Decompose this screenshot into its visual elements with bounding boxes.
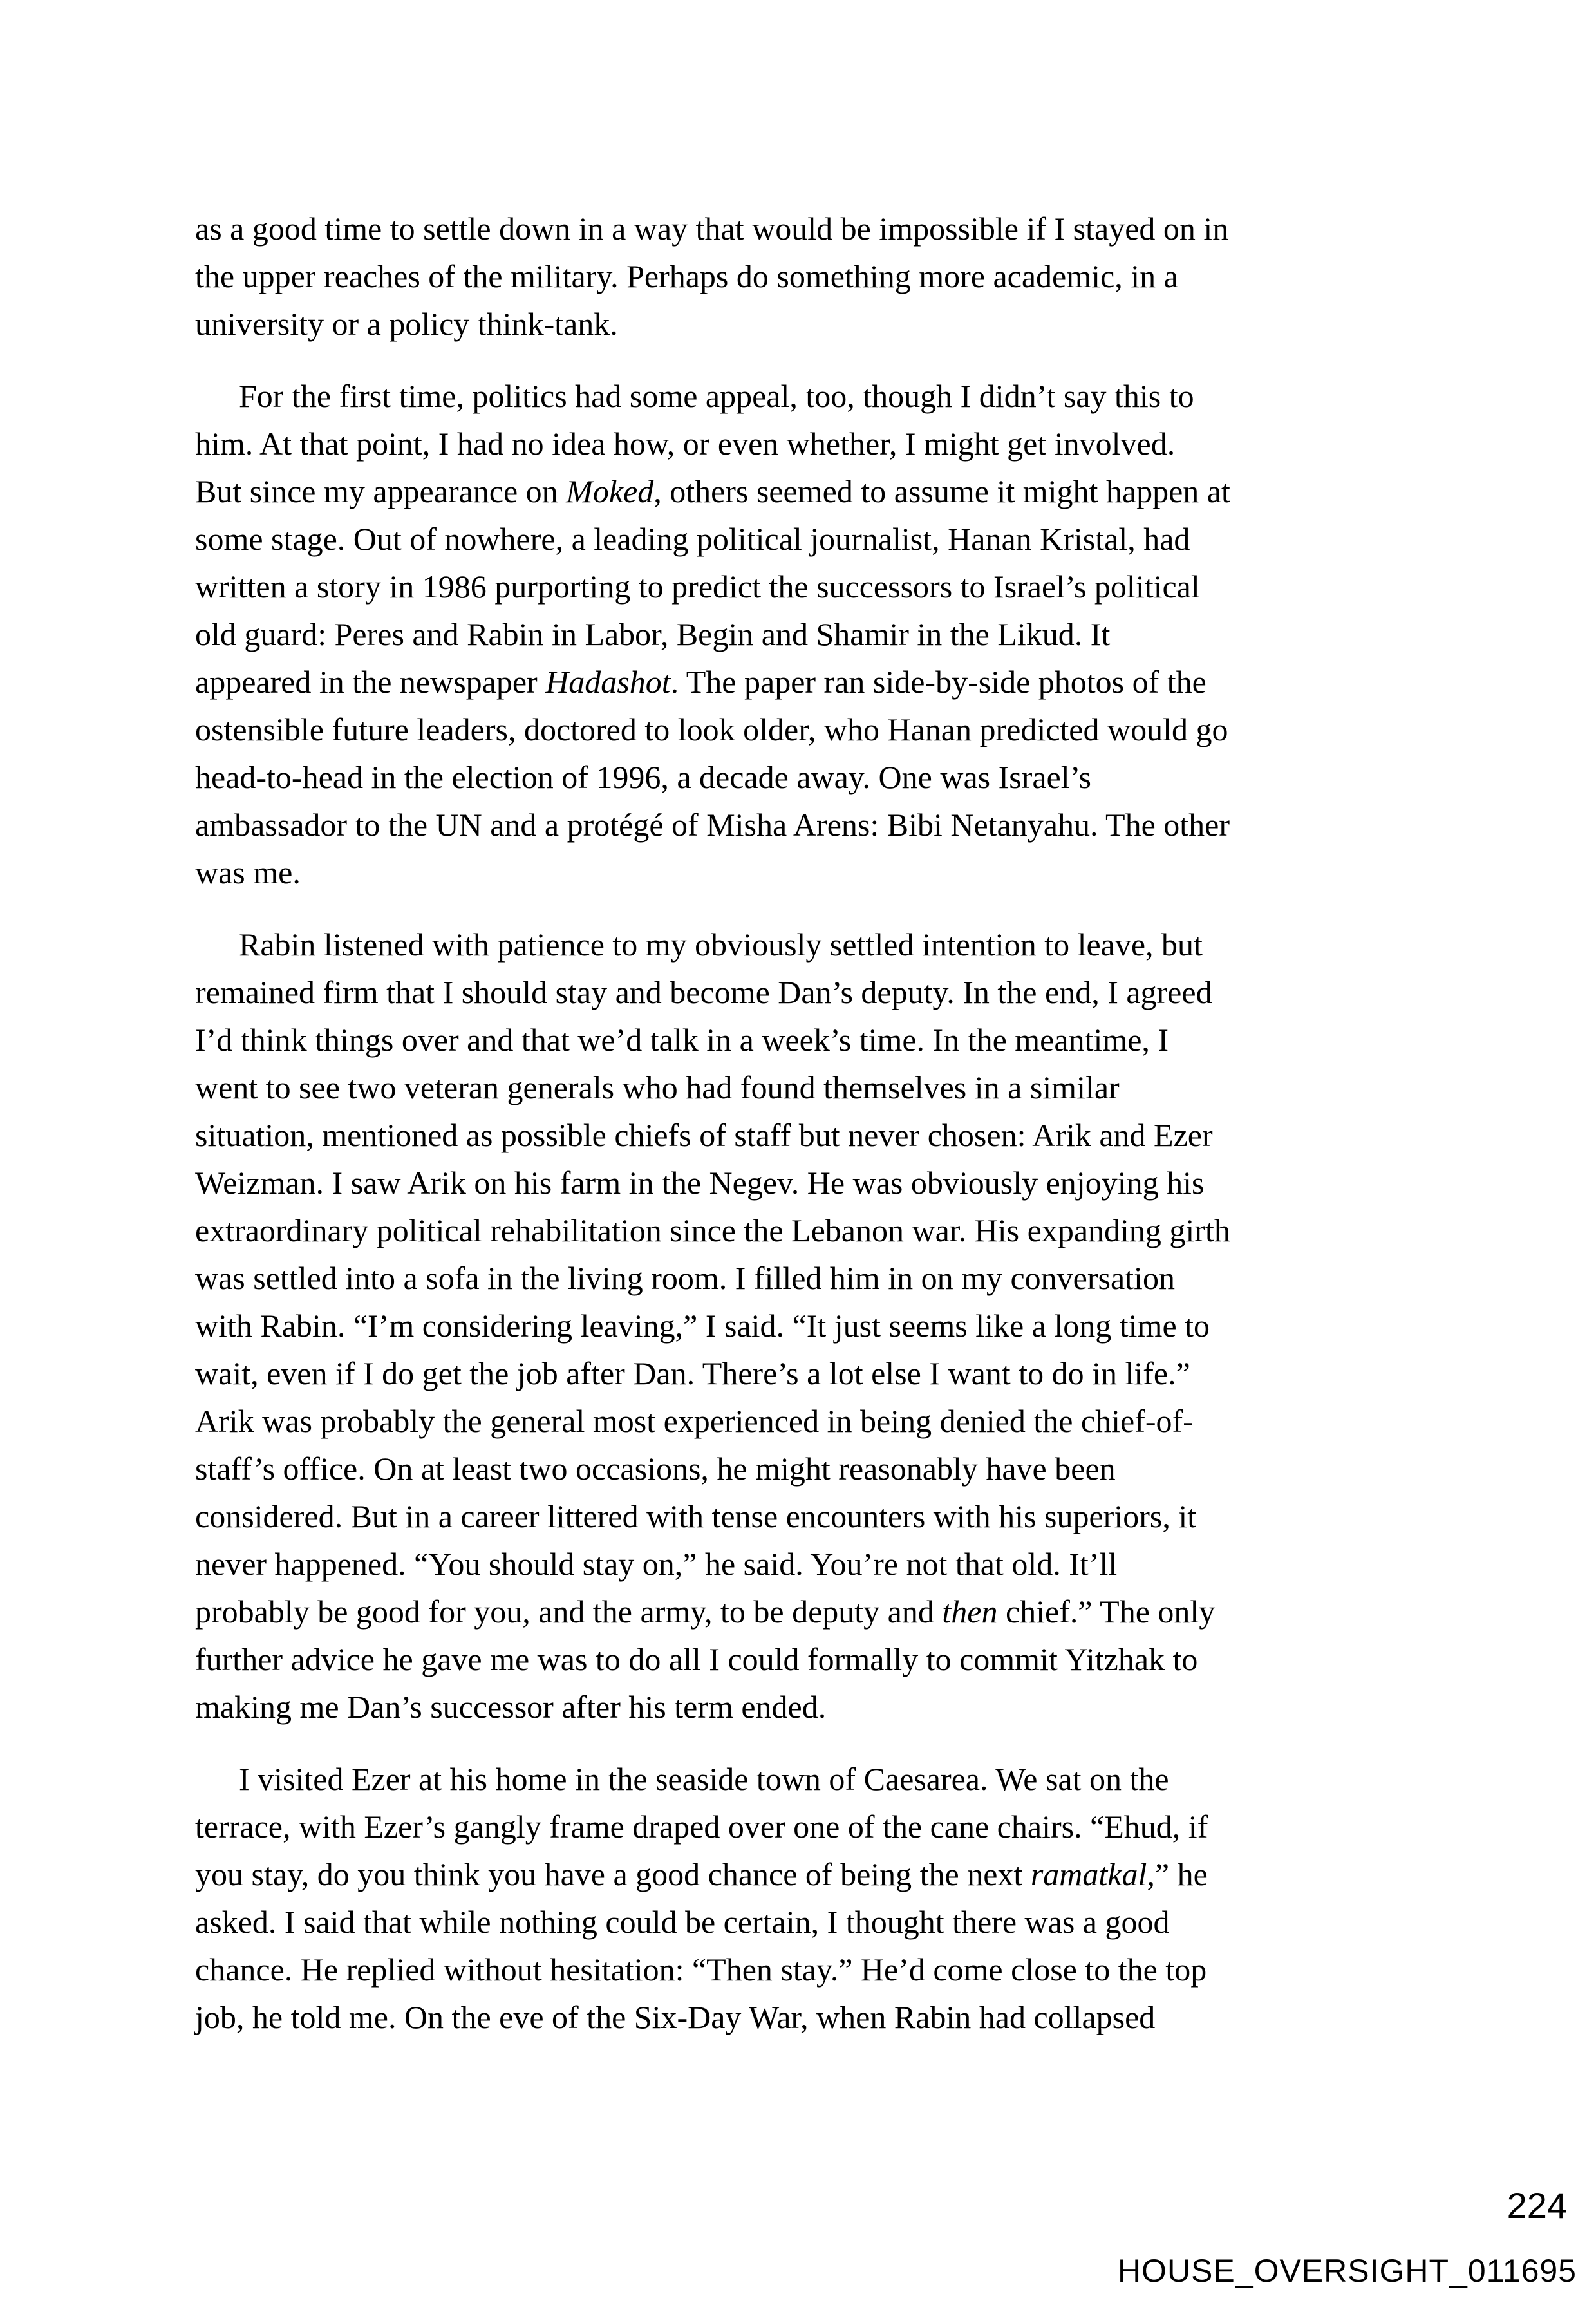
text-line [195, 658, 1438, 706]
text-line [195, 753, 1438, 801]
text-line [195, 706, 1438, 753]
text-segment: was settled into a sofa in the living room. I filled him in on my conversation [195, 1260, 1175, 1296]
text-line [195, 1898, 1438, 1946]
text-segment: old guard: Peres and Rabin in Labor, Begin and Shamir in the Likud. It [195, 616, 1111, 652]
text-line [195, 372, 1438, 420]
text-segment: I visited Ezer at his home in the seaside town of Caesarea. We sat on the [239, 1761, 1169, 1797]
text-segment: appeared in the newspaper [195, 664, 546, 700]
text-line [195, 1635, 1438, 1683]
text-segment: written a story in 1986 purporting to predict the successors to Israel’s political [195, 569, 1200, 605]
text-line [195, 1445, 1438, 1492]
italic-text: then [942, 1593, 998, 1630]
text-line [195, 921, 1438, 968]
text-segment: chief.” The only [997, 1593, 1216, 1630]
text-line [195, 1540, 1438, 1588]
text-line [195, 1803, 1438, 1850]
text-line [195, 1492, 1438, 1540]
text-line [195, 1064, 1438, 1111]
text-segment: For the first time, politics had some appeal, too, though I didn’t say this to [239, 378, 1194, 414]
paragraph [195, 921, 1438, 1731]
text-segment: never happened. “You should stay on,” he said. You’re not that old. It’ll [195, 1546, 1118, 1582]
text-line [195, 1397, 1438, 1445]
text-segment: Rabin listened with patience to my obviously settled intention to leave, but [239, 926, 1203, 963]
text-segment: chance. He replied without hesitation: “Then stay.” He’d come close to the top [195, 1951, 1207, 1988]
italic-text: Moked [566, 473, 654, 509]
text-segment: went to see two veteran generals who had found themselves in a similar [195, 1069, 1120, 1105]
text-line [195, 1683, 1438, 1731]
text-segment: considered. But in a career littered with tense encounters with his superiors, it [195, 1498, 1197, 1534]
text-segment: Arik was probably the general most experienced in being denied the chief-of- [195, 1403, 1194, 1439]
text-segment: making me Dan’s successor after his term ended. [195, 1689, 827, 1725]
text-segment: staff’s office. On at least two occasions, he might reasonably have been [195, 1451, 1116, 1487]
text-segment: university or a policy think-tank. [195, 306, 618, 342]
text-line [195, 1349, 1438, 1397]
text-segment: with Rabin. “I’m considering leaving,” I said. “It just seems like a long time to [195, 1308, 1210, 1344]
text-segment: some stage. Out of nowhere, a leading political journalist, Hanan Kristal, had [195, 521, 1190, 557]
text-line [195, 420, 1438, 467]
text-line [195, 563, 1438, 610]
page-number: 224 [1507, 2185, 1567, 2226]
text-segment: you stay, do you think you have a good chance of being the next [195, 1856, 1031, 1892]
paragraph [195, 205, 1438, 348]
text-line [195, 1254, 1438, 1302]
text-segment: I’d think things over and that we’d talk in a week’s time. In the meantime, I [195, 1022, 1169, 1058]
paragraph [195, 372, 1438, 896]
text-segment: probably be good for you, and the army, to be deputy and [195, 1593, 943, 1630]
text-segment: wait, even if I do get the job after Dan. There’s a lot else I want to do in life.” [195, 1355, 1190, 1391]
text-line [195, 1159, 1438, 1207]
text-segment: But since my appearance on [195, 473, 567, 509]
text-line [195, 1111, 1438, 1159]
text-segment: job, he told me. On the eve of the Six-Day War, when Rabin had collapsed [195, 1999, 1156, 2035]
text-segment: , others seemed to assume it might happen at [653, 473, 1230, 509]
text-line [195, 515, 1438, 563]
text-line [195, 300, 1438, 348]
text-segment: head-to-head in the election of 1996, a decade away. One was Israel’s [195, 759, 1091, 795]
text-line [195, 1946, 1438, 1993]
paragraph [195, 1755, 1438, 2041]
text-segment: asked. I said that while nothing could be certain, I thought there was a good [195, 1904, 1170, 1940]
text-line [195, 1993, 1438, 2041]
text-segment: was me. [195, 854, 301, 890]
text-segment: Weizman. I saw Arik on his farm in the Negev. He was obviously enjoying his [195, 1165, 1205, 1201]
text-segment: ostensible future leaders, doctored to look older, who Hanan predicted would go [195, 711, 1228, 747]
text-segment: extraordinary political rehabilitation since the Lebanon war. His expanding girth [195, 1212, 1230, 1248]
text-line [195, 252, 1438, 300]
bates-stamp: HOUSE_OVERSIGHT_011695 [1117, 2253, 1577, 2289]
text-segment: the upper reaches of the military. Perhaps do something more academic, in a [195, 258, 1178, 294]
text-segment: remained firm that I should stay and become Dan’s deputy. In the end, I agreed [195, 974, 1212, 1010]
text-segment: ,” he [1147, 1856, 1208, 1892]
body-text [195, 205, 1438, 2041]
text-line [195, 1302, 1438, 1349]
text-segment: as a good time to settle down in a way that would be impossible if I stayed on in [195, 211, 1229, 247]
italic-text: ramatkal [1030, 1856, 1147, 1892]
text-segment: him. At that point, I had no idea how, or even whether, I might get involved. [195, 426, 1176, 462]
text-line [195, 968, 1438, 1016]
italic-text: Hadashot [545, 664, 671, 700]
text-line [195, 1850, 1438, 1898]
text-line [195, 1016, 1438, 1064]
text-segment: situation, mentioned as possible chiefs of staff but never chosen: Arik and Ezer [195, 1117, 1213, 1153]
text-line [195, 467, 1438, 515]
text-segment: . The paper ran side-by-side photos of the [670, 664, 1206, 700]
text-line [195, 1588, 1438, 1635]
text-line [195, 1207, 1438, 1254]
text-line [195, 1755, 1438, 1803]
text-line [195, 849, 1438, 896]
text-segment: further advice he gave me was to do all I could formally to commit Yitzhak to [195, 1641, 1198, 1677]
text-line [195, 610, 1438, 658]
text-segment: ambassador to the UN and a protégé of Misha Arens: Bibi Netanyahu. The other [195, 807, 1230, 843]
text-line [195, 205, 1438, 252]
text-segment: terrace, with Ezer’s gangly frame draped over one of the cane chairs. “Ehud, if [195, 1809, 1208, 1845]
text-line [195, 801, 1438, 849]
